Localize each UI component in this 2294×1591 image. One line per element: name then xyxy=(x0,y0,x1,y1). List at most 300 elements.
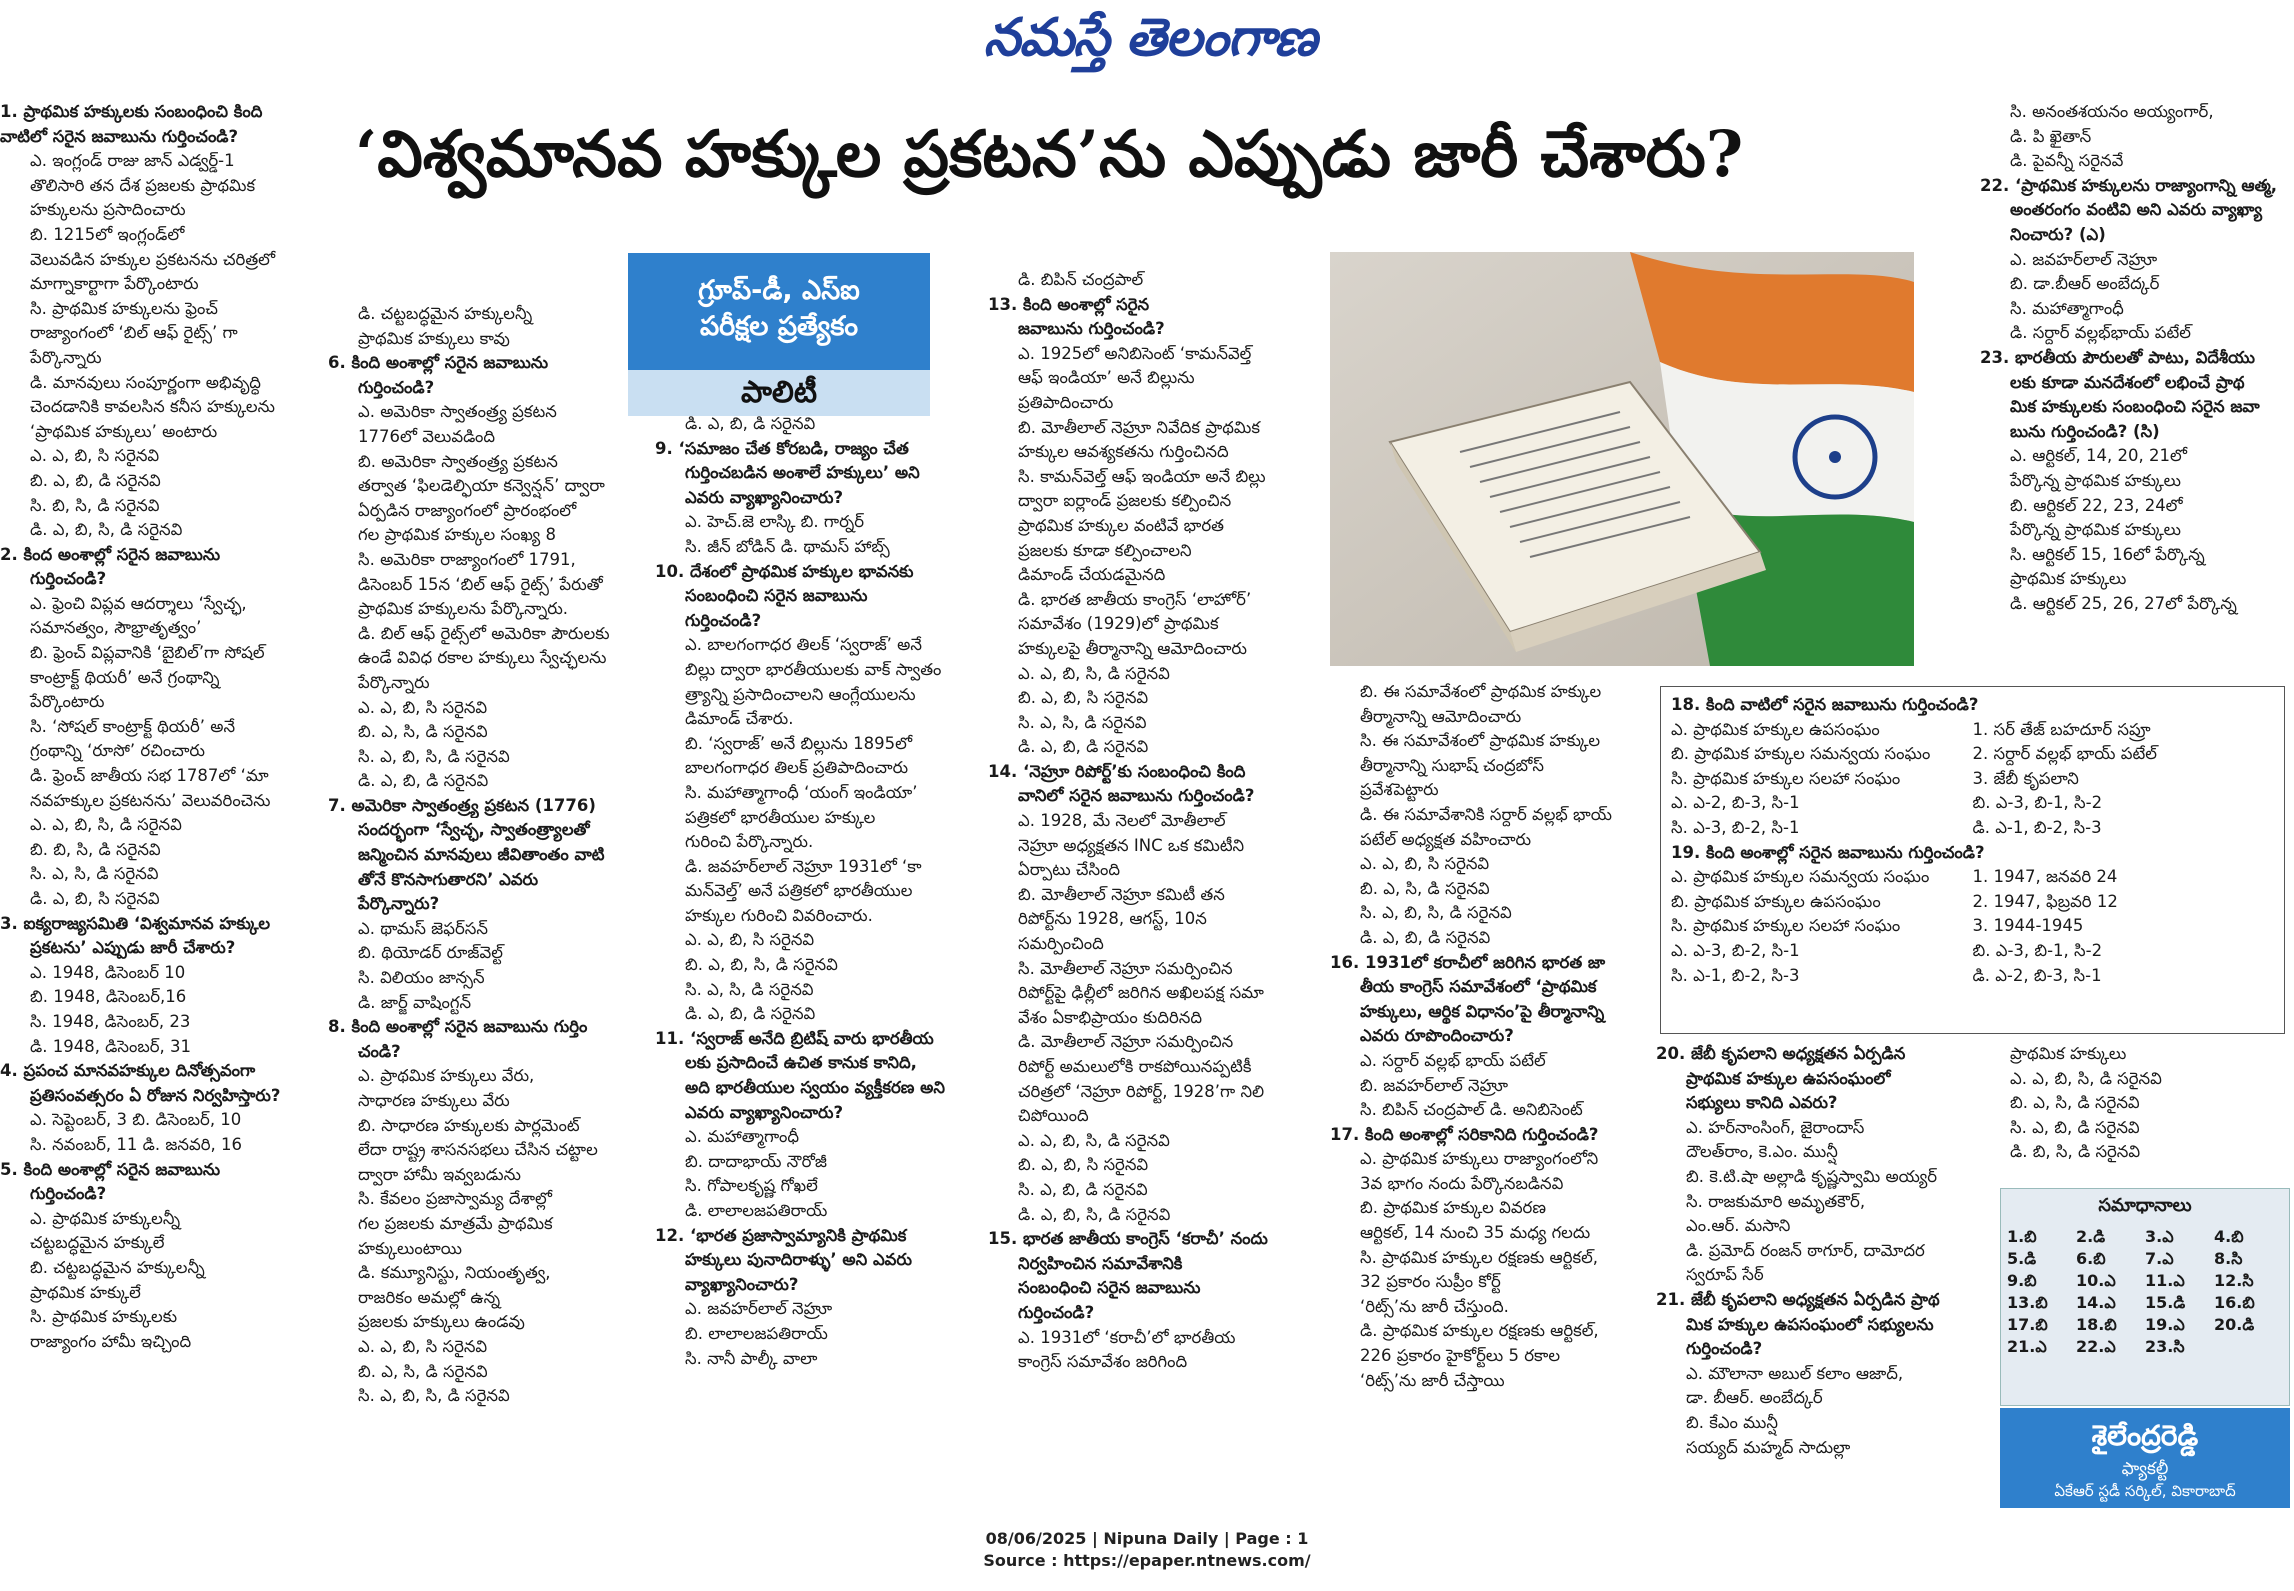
text-line: సి. రాజకుమారి అమృతకౌర్‌, xyxy=(1686,1191,1866,1211)
text-line: బి. కేఎం మున్షీ xyxy=(1686,1412,1778,1432)
text-line: ఎ. ప్రాథమిక హక్కులన్నీ xyxy=(30,1208,181,1228)
column-8 xyxy=(1980,1042,2294,1182)
text-line: బి. ఎ, సి, డి సరైనవి xyxy=(1360,878,1490,898)
text-line: పేర్కొంటారు xyxy=(30,692,105,712)
text-line: డి. పి ఖైతాన్‌ xyxy=(2010,126,2092,146)
text-line: ఎవరు వ్యాఖ్యానించారు? xyxy=(685,487,844,507)
text-line: స్వరూప్‌ సేఠ్‌ xyxy=(1686,1265,1764,1285)
masthead-logo: నమస్తే తెలంగాణ xyxy=(983,7,1317,68)
text-line: డి. ప్రాథమిక హక్కుల రక్షణకు ఆర్టికల్‌, xyxy=(1360,1321,1599,1341)
text-line: సి. ఎ, సి, డి సరైనవి xyxy=(30,864,159,884)
text-line: ఎ. ప్రాథమిక హక్కులు రాజ్యాంగంలోని xyxy=(1360,1149,1599,1169)
text-line: గురించి పేర్కొన్నారు. xyxy=(685,832,814,852)
text-line: 3. ఐక్యరాజ్యసమితి ‘విశ్వమానవ హక్కుల xyxy=(0,913,271,933)
section-label xyxy=(628,253,930,370)
text-line: సి. గోపాలకృష్ణ గోఖలే xyxy=(685,1176,818,1196)
text-line: జన్మించిన మానవులు జీవితాంతం వాటి xyxy=(358,845,605,865)
text-line: ఎ. జవహర్‌లాల్‌ నెహ్రూ xyxy=(685,1299,833,1319)
text-line: ప్రకటను’ ఎప్పుడు జారీ చేశారు? xyxy=(30,938,236,958)
text-line: డి. చట్టబద్ధమైన హక్కులన్నీ xyxy=(358,304,533,323)
text-line: నించారు? (ఎ) xyxy=(2010,224,2106,244)
answer-item: 15.డి xyxy=(2145,1293,2186,1312)
subject-label: పాలిటీ xyxy=(628,370,930,416)
text-line: హక్కుల గురించి వివరించారు. xyxy=(685,905,873,925)
text-line: డి. ఎ, బి, సి, డి సరైనవి xyxy=(30,520,183,540)
text-line: సి. ఎ-3, బి-2, సి-1 xyxy=(1671,817,1800,837)
text-line: ప్రాథమిక హక్కులే xyxy=(30,1282,141,1302)
text-line: కాంట్రాక్ట్‌ థియరీ’ అనే గ్రంథాన్ని xyxy=(30,667,220,687)
text-line: ‘రిట్స్‌’ను జారీ చేస్తాయి xyxy=(1360,1370,1505,1390)
text-line: డి. ఎ-2, బి-3, సి-1 xyxy=(1972,965,2102,985)
text-line: సి. 1948, డిసెంబర్‌, 23 xyxy=(30,1011,191,1031)
text-line: డి. సర్దార్‌ వల్లభ్‌భాయ్‌ పటేల్‌ xyxy=(2010,323,2191,343)
question-18: 18. కింది వాటిలో సరైన జవాబును గుర్తించండి? xyxy=(1671,695,1979,714)
text-line: బి. ఎ, సి, డి సరైనవి xyxy=(358,722,488,742)
text-line: రిపోర్ట్‌పై ఢిల్లీలో జరిగిన అఖిలపక్ష సమా xyxy=(1018,983,1264,1003)
text-line: ప్రాథమిక హక్కులు xyxy=(2010,1044,2127,1063)
text-line: ఎ. బాలగంగాధర తిలక్‌ ‘స్వరాజ్‌’ అనే xyxy=(685,635,922,655)
text-line: బిల్లు ద్వారా భారతీయులకు వాక్‌ స్వాతం xyxy=(685,659,942,679)
text-line: సి. ఎ, బి, సి, డి సరైనవి xyxy=(358,1386,510,1406)
text-line: 5. కింది అంశాల్లో సరైన జవాబును xyxy=(0,1159,221,1179)
text-line: లేదా రాష్ట్ర శాసనసభలు చేసిన చట్టాల xyxy=(358,1140,598,1160)
text-line: గుర్తించబడిన అంశాలే హక్కులు’ అని xyxy=(685,463,920,483)
text-line: 23. భారతీయ పౌరులతో పాటు, విదేశీయు xyxy=(1980,347,2256,367)
text-line: ఎవరు రూపొందించారు? xyxy=(1360,1026,1514,1046)
text-line: సి. ఆర్టికల్‌ 15, 16లో పేర్కొన్న xyxy=(2010,544,2205,564)
text-line: డి. ఎ, బి, సి, డి సరైనవి xyxy=(1018,1204,1171,1224)
text-line: ఎ. 1928, మే నెలలో మోతీలాల్‌ xyxy=(1018,811,1226,831)
text-line: డా. బీఆర్‌. అంబేద్కర్‌ xyxy=(1686,1388,1823,1408)
text-line: బి. ఎ, సి, డి సరైనవి xyxy=(2010,1093,2140,1113)
text-line: బి. దాదాభాయ్‌ నౌరోజీ xyxy=(685,1151,827,1171)
text-line: బి. ఎ-3, బి-1, సి-2 xyxy=(1972,940,2103,960)
text-line: 15. భారత జాతీయ కాంగ్రెస్‌ ‘కరాచీ’ నందు xyxy=(988,1229,1268,1249)
text-line: ఎ. హెచ్‌.జె లాస్కి బి. గార్నర్‌ xyxy=(685,512,865,532)
text-line: డి. ప్రమోద్‌ రంజన్‌ ఠాగూర్‌, దామోదర xyxy=(1686,1240,1925,1260)
text-line: వేశం ఏకాభిప్రాయం కుదిరినది xyxy=(1018,1007,1203,1027)
text-line: డి. భారత జాతీయ కాంగ్రెస్‌ ‘లాహోర్‌’ xyxy=(1018,589,1252,609)
text-line: ప్రజలకు హక్కులు ఉండవు xyxy=(358,1312,525,1332)
section-box xyxy=(628,253,930,416)
answer-item: 9.బి xyxy=(2007,1271,2037,1290)
text-line: డిమాండ్‌ చేయడమైనది xyxy=(1018,565,1166,585)
q19-right xyxy=(1973,865,2275,988)
text-line: వాటిలో సరైన జవాబును గుర్తించండి? xyxy=(0,126,239,146)
constitution-book-photo xyxy=(1330,252,1914,666)
text-line: డిసెంబర్‌ 15న ‘బిల్‌ ఆఫ్‌ రైట్స్‌’ పేరుతో xyxy=(358,574,603,594)
text-line: డి. 1948, డిసెంబర్‌, 31 xyxy=(30,1036,191,1056)
text-line: ప్రవేశపెట్టారు xyxy=(1360,780,1439,800)
answer-item: 6.బి xyxy=(2076,1249,2106,1268)
column-4 xyxy=(988,268,1288,1520)
text-line: బి. మోతీలాల్‌ నెహ్రూ కమిటీ తన xyxy=(1018,884,1225,904)
text-line: రిపోర్ట్‌ అమలులోకి రాకపోయినప్పటికీ xyxy=(1018,1057,1252,1076)
footer xyxy=(900,1528,1394,1572)
text-line: డి. మోతీలాల్‌ నెహ్రూ సమర్పించిన xyxy=(1018,1032,1234,1052)
answers-title: సమాధానాలు xyxy=(2098,1195,2192,1216)
text-line: డి. ఎ, బి, డి సరైనవి xyxy=(358,771,489,791)
text-line: ప్రాథమిక హక్కులు xyxy=(2010,569,2127,589)
text-line: హక్కులుంటాయి xyxy=(358,1238,462,1258)
text-line: గల ప్రాథమిక హక్కుల సంఖ్య 8 xyxy=(358,525,556,545)
text-line: సి. ఎ, బి, డి సరైనవి xyxy=(2010,1117,2140,1137)
text-line: ఎం.ఆర్‌. మసాని xyxy=(1686,1216,1791,1236)
text-line: 12. ‘భారత ప్రజాస్వామ్యానికి ప్రాథమిక xyxy=(655,1225,907,1245)
text-line: డి. పైవన్నీ సరైనవే xyxy=(2010,151,2124,171)
text-line: ఎ. ప్రాథమిక హక్కుల ఉపసంఘం xyxy=(1671,719,1880,739)
text-line: సంబంధించి సరైన జవాబును xyxy=(1018,1278,1201,1298)
text-line: సి. ప్రాథమిక హక్కులకు xyxy=(30,1307,178,1327)
q18-left xyxy=(1671,718,1973,841)
text-line: ఎ. ఎ, బి, సి, డి సరైనవి xyxy=(30,815,182,835)
text-line: 14. ‘నెహ్రూ రిపోర్ట్‌’కు సంబంధించి కింది xyxy=(988,761,1246,781)
text-line: సమర్పించింది xyxy=(1018,934,1104,954)
text-line: సి. నవంబర్‌, 11 డి. జనవరి, 16 xyxy=(30,1134,242,1154)
text-line: లకు కూడా మనదేశంలో లభించే ప్రాథ xyxy=(2010,372,2245,392)
text-line: ద్వారా హామీ ఇవ్వబడును xyxy=(358,1164,521,1184)
text-line: ఉండే వివిధ రకాల హక్కులు స్వేచ్ఛలను xyxy=(358,648,607,668)
author-name: శైలేంద్రరెడ్డి xyxy=(2091,1419,2199,1452)
text-line: డిమాండ్‌ చేశారు. xyxy=(685,709,794,729)
text-line: బి. మోతీలాల్‌ నెహ్రూ నివేదిక ప్రాథమిక xyxy=(1018,417,1260,437)
text-line: వెలువడిన హక్కుల ప్రకటనను చరిత్రలో xyxy=(30,249,276,269)
text-line: ఎ. ఎ, బి, సి సరైనవి xyxy=(358,1336,488,1356)
text-line: డి. ఎ, బి, డి సరైనవి xyxy=(1018,737,1149,757)
text-line: 9. ‘సమాజం చేత కోరబడి, రాజ్యం చేత xyxy=(655,438,909,458)
text-line: ఎ. మౌలానా అబుల్‌ కలాం ఆజాద్‌, xyxy=(1686,1363,1904,1383)
text-line: సందర్భంగా ‘స్వేచ్ఛ, స్వాతంత్ర్యాలతో xyxy=(358,820,590,840)
text-line: సి. ఎ, బి, సి, డి సరైనవి xyxy=(358,746,510,766)
text-line: ఎ. జవహర్‌లాల్‌ నెహ్రూ xyxy=(2010,249,2158,269)
text-line: తొలిసారి తన దేశ ప్రజలకు ప్రాథమిక xyxy=(30,175,256,195)
text-line: 1. ప్రాథమిక హక్కులకు సంబంధించి కింది xyxy=(0,102,263,121)
text-line: నవహక్కుల ప్రకటనను’ వెలువరించెను xyxy=(30,790,271,810)
text-line: డి. లాలాలజపతిరాయ్‌ xyxy=(685,1201,828,1220)
text-line: ఎ. 1925లో అనిబిసెంట్‌ ‘కామన్‌వెల్త్‌ xyxy=(1018,343,1252,363)
text-line: ఎ. ఎ, బి, సి, డి సరైనవి xyxy=(1018,663,1170,683)
text-line: బి. ఎ, బి, డి సరైనవి xyxy=(30,470,161,490)
text-line: అది భారతీయుల స్వయం వ్యక్తీకరణ అని xyxy=(685,1078,945,1098)
text-line: ఎ. అమెరికా స్వాతంత్ర్య ప్రకటన xyxy=(358,402,557,422)
q18-right xyxy=(1973,718,2275,841)
text-line: పేర్కొన్న ప్రాథమిక హక్కులు xyxy=(2010,470,2182,490)
text-line: ఎవరు వ్యాఖ్యానించారు? xyxy=(685,1102,844,1122)
text-line: వ్యాఖ్యానించారు? xyxy=(685,1274,799,1294)
text-line: ఎ. ఫ్రెంచి విప్లవ ఆదర్శాలు ‘స్వేచ్ఛ, xyxy=(30,593,247,613)
text-line: ఎ. ప్రాథమిక హక్కుల సమన్వయ సంఘం xyxy=(1671,867,1930,887)
text-line: రాజ్యాంగం హామీ ఇచ్చింది xyxy=(30,1331,192,1351)
text-line: డి. బి, సి, డి సరైనవి xyxy=(2010,1142,2141,1162)
answer-item: 3.ఎ xyxy=(2145,1227,2174,1246)
text-line: 8. కింది అంశాల్లో సరైన జవాబును గుర్తిం xyxy=(328,1017,588,1037)
text-line: సి. బి, సి, డి సరైనవి xyxy=(30,495,160,515)
text-line: డి. ఎ, బి, డి సరైనవి xyxy=(685,414,816,433)
photo-illustration xyxy=(1330,252,1914,666)
answer-item: 19.ఎ xyxy=(2145,1315,2185,1334)
text-line: నెహ్రూ అధ్యక్షతన INC ఒక కమిటీని xyxy=(1018,835,1245,855)
text-line: పేర్కొన్న ప్రాథమిక హక్కులు xyxy=(2010,520,2182,540)
text-line: డి. మానవులు సంపూర్ణంగా అభివృద్ధి xyxy=(30,372,261,392)
text-line: 21. జేబీ కృపలాని అధ్యక్షతన ఏర్పడిన ప్రాథ xyxy=(1656,1289,1940,1309)
text-line: మిక హక్కులకు సంబంధించి సరైన జవా xyxy=(2010,397,2260,417)
answer-item: 17.బి xyxy=(2007,1315,2048,1334)
text-line: సి. ప్రాథమిక హక్కుల సలహా సంఘం xyxy=(1671,916,1901,936)
text-line: 2. 1947, ఫిబ్రవరి 12 xyxy=(1972,891,2118,911)
text-line: 13. కింది అంశాల్లో సరైన xyxy=(988,294,1150,314)
text-line: హక్కులపై తీర్మానాన్ని ఆమోదించారు xyxy=(1018,638,1247,658)
text-line: పేర్కొన్నారు xyxy=(358,672,430,692)
text-line: కాంగ్రెస్‌ సమావేశం జరిగింది xyxy=(1018,1352,1188,1372)
text-line: బి. ‘స్వరాజ్‌’ అనే బిల్లును 1895లో xyxy=(685,733,913,753)
text-line: ప్రాథమిక హక్కులు కావు xyxy=(358,328,510,348)
text-line: బి. ఎ-3, బి-1, సి-2 xyxy=(1972,793,2103,813)
text-line: సి. కేవలం ప్రజాస్వామ్య దేశాల్లో xyxy=(358,1189,553,1209)
text-line: చట్టబద్ధమైన హక్కులే xyxy=(30,1233,165,1253)
text-line: 11. ‘స్వరాజ్‌ అనేది బ్రిటిష్‌ వారు భారతీయ xyxy=(655,1028,934,1048)
text-line: చండి? xyxy=(358,1041,401,1061)
text-line: సి. ఎ, బి, సి, డి సరైనవి xyxy=(1360,903,1512,923)
text-line: బి. సాధారణ హక్కులకు పార్లమెంట్‌ xyxy=(358,1115,580,1135)
text-line: బి. ఆర్టికల్‌ 22, 23, 24లో xyxy=(2010,495,2183,515)
text-line: ఆర్టికల్‌, 14 నుంచి 35 మధ్య గలదు xyxy=(1360,1223,1591,1243)
text-line: బును గుర్తించండి? (సి) xyxy=(2010,421,2160,441)
text-line: బి. ప్రాథమిక హక్కుల వివరణ xyxy=(1360,1198,1546,1218)
column-7 xyxy=(1980,100,2294,660)
text-line: సి. అనంతశయనం అయ్యంగార్‌, xyxy=(2010,102,2214,121)
text-line: రాజరికం అమల్లో ఉన్న xyxy=(358,1287,501,1307)
text-line: డి. బిపిన్‌ చంద్రపాల్‌ xyxy=(1018,270,1144,289)
text-line: డి. ఎ, బి, సి సరైనవి xyxy=(30,889,160,908)
text-line: ఎ. హర్‌నాంసింగ్‌, జైరాందాస్‌ xyxy=(1686,1117,1865,1137)
text-line: సి. ఎ, బి, డి సరైనవి xyxy=(1018,1179,1148,1199)
text-line: గుర్తించండి? xyxy=(1018,1302,1095,1322)
text-line: రిపోర్ట్‌ను 1928, ఆగస్ట్‌, 10న xyxy=(1018,909,1207,929)
column-5 xyxy=(1330,680,1630,1520)
text-line: ఎ. ఎ, బి, సి సరైనవి xyxy=(685,930,815,950)
text-line: డి. ఆర్టికల్‌ 25, 26, 27లో పేర్కొన్న xyxy=(2010,593,2237,613)
text-line: రాజ్యాంగంలో ‘బిల్‌ ఆఫ్‌ రైట్స్‌’ గా xyxy=(30,323,238,343)
text-line: 20. జేబీ కృపలాని అధ్యక్షతన ఏర్పడిన xyxy=(1656,1044,1906,1063)
text-line: గుర్తించండి? xyxy=(30,569,107,589)
answer-item: 14.ఎ xyxy=(2076,1293,2116,1312)
answer-item: 8.సి xyxy=(2214,1249,2243,1268)
text-line: బి. 1948, డిసెంబర్‌,16 xyxy=(30,987,187,1007)
text-line: డి. కమ్యూనిస్టు, నియంతృత్వ, xyxy=(358,1263,551,1283)
text-line: 3. 1944-1945 xyxy=(1972,916,2084,936)
text-line: 226 ప్రకారం హైకోర్ట్‌లు 5 రకాల xyxy=(1360,1346,1561,1366)
text-line: డి. ఎ, బి, డి సరైనవి xyxy=(685,1004,816,1024)
text-line: అంతరంగం వంటివి అని ఎవరు వ్యాఖ్యా xyxy=(2010,200,2262,220)
text-line: గుర్తించండి? xyxy=(1686,1339,1763,1359)
text-line: సి. బిపిన్‌ చంద్రపాల్‌ డి. అనిబిసెంట్‌ xyxy=(1360,1100,1583,1120)
text-line: 1776లో వెలువడింది xyxy=(358,426,496,446)
text-line: గుర్తించండి? xyxy=(358,377,435,397)
column-6 xyxy=(1656,1042,1956,1520)
text-line: ఎ. ఎ-2, బి-3, సి-1 xyxy=(1671,793,1800,813)
text-line: పటేల్‌ అధ్యక్షత వహించారు xyxy=(1360,829,1532,849)
text-line: డి. ఫ్రెంచ్‌ జాతీయ సభ 1787లో ‘మా xyxy=(30,766,269,786)
text-line: 2. సర్దార్‌ వల్లభ్‌ భాయ్‌ పటేల్‌ xyxy=(1972,744,2157,764)
q19-left xyxy=(1671,865,1973,988)
text-line: తీయ కాంగ్రెస్‌ సమావేశంలో ‘ప్రాథమిక xyxy=(1360,977,1597,997)
text-line: తర్వాత ‘ఫిలడెల్ఫియా కన్వెన్షన్‌’ ద్వారా xyxy=(358,476,605,496)
text-line: బి. ప్రాథమిక హక్కుల ఉపసంఘం xyxy=(1671,891,1881,911)
answer-item: 2.డి xyxy=(2076,1227,2106,1246)
text-line: సి. మోతీలాల్‌ నెహ్రూ సమర్పించిన xyxy=(1018,958,1233,978)
author-place: ఏకేఆర్‌ స్టడీ సర్కిల్‌, వికారాబాద్‌ xyxy=(2054,1482,2236,1500)
text-line: ఎ. ఎ, బి, సి, డి సరైనవి xyxy=(1018,1130,1170,1150)
text-line: సమానత్వం, సౌభ్రాతృత్వం’ xyxy=(30,618,202,638)
text-line: బి. ఎ, బి, సి, డి సరైనవి xyxy=(685,955,838,975)
answer-item: 23.సి xyxy=(2145,1337,2185,1356)
text-line: బి. చట్టబద్ధమైన హక్కులన్నీ xyxy=(30,1257,205,1277)
text-line: ఎ. 1931లో ‘కరాచీ’లో భారతీయ xyxy=(1018,1327,1236,1347)
text-line: డి. జవహర్‌లాల్‌ నెహ్రూ 1931లో ‘కా xyxy=(685,856,922,876)
text-line: హక్కులు పునాదిరాళ్ళు’ అని ఎవరు xyxy=(685,1250,912,1270)
text-line: ఎ. ఎ-3, బి-2, సి-1 xyxy=(1671,940,1800,960)
text-line: ఏర్పాటు చేసింది xyxy=(1018,860,1121,880)
match-box xyxy=(1660,686,2285,1034)
text-line: లకు ప్రసాదించే ఉచిత కానుక కానిది, xyxy=(685,1053,917,1073)
text-line: తీర్మానాన్ని ఆమోదించారు xyxy=(1360,706,1522,726)
text-line: 22. ‘ప్రాథమిక హక్కులను రాజ్యాంగాన్ని ఆత్మ, xyxy=(1980,175,2278,195)
text-line: సి. ప్రాథమిక హక్కులను ఫ్రెంచ్‌ xyxy=(30,298,218,318)
text-line: హక్కులు, ఆర్థిక విధానం’పై తీర్మానాన్ని xyxy=(1360,1001,1605,1021)
answer-item: 20.డి xyxy=(2214,1315,2255,1334)
text-line: ప్రాథమిక హక్కుల వంటివే భారత xyxy=(1018,515,1224,535)
text-line: 32 ప్రకారం సుప్రీం కోర్ట్‌ xyxy=(1360,1272,1501,1292)
text-line: ఎ. ఎ, బి, సి సరైనవి xyxy=(358,697,488,717)
text-line: 16. 1931లో కరాచీలో జరిగిన భారత జా xyxy=(1330,952,1606,972)
answer-item: 18.బి xyxy=(2076,1315,2117,1334)
text-line: ఎ. థామస్‌ జెఫర్‌సన్‌ xyxy=(358,918,488,938)
text-line: వానిలో సరైన జవాబును గుర్తించండి? xyxy=(1018,786,1255,806)
text-line: డి. బిల్‌ ఆఫ్‌ రైట్స్‌లో అమెరికా పౌరులకు xyxy=(358,623,610,643)
text-line: 1. 1947, జనవరి 24 xyxy=(1972,867,2118,887)
text-line: సి. కామన్‌వెల్త్‌ ఆఫ్‌ ఇండియా అనే బిల్లు xyxy=(1018,466,1266,486)
text-line: సి. మహాత్మాగాంధీ ‘యంగ్‌ ఇండియా’ xyxy=(685,782,918,802)
text-line: సంబంధించి సరైన జవాబును xyxy=(685,586,868,606)
text-line: బి. ప్రాథమిక హక్కుల సమన్వయ సంఘం xyxy=(1671,744,1931,764)
text-line: సి. ఈ సమావేశంలో ప్రాథమిక హక్కుల xyxy=(1360,731,1601,751)
answer-item: 21.ఎ xyxy=(2007,1337,2047,1356)
text-line: సి. ప్రాథమిక హక్కుల రక్షణకు ఆర్టికల్‌, xyxy=(1360,1247,1599,1267)
answer-item: 5.డి xyxy=(2007,1249,2037,1268)
text-line: సి. ఎ, సి, డి సరైనవి xyxy=(685,979,814,999)
text-line: గ్రంథాన్ని ‘రూసో’ రచించారు xyxy=(30,741,205,761)
text-line: దౌలత్‌రాం, కె.ఎం. మున్షీ xyxy=(1686,1142,1838,1162)
text-line: చిపోయింది xyxy=(1018,1106,1089,1126)
answer-item: 11.ఎ xyxy=(2145,1271,2185,1290)
text-line: గుర్తించండి? xyxy=(30,1184,107,1204)
text-line: హక్కులను ప్రసాదించారు xyxy=(30,200,186,220)
text-line: ఆఫ్‌ ఇండియా’ అనే బిల్లును xyxy=(1018,368,1195,388)
question-19: 19. కింది అంశాల్లో సరైన జవాబును గుర్తించండి? xyxy=(1671,842,1985,862)
author-role: ఫ్యాకల్టీ xyxy=(2121,1459,2169,1479)
text-line: 6. కింది అంశాల్లో సరైన జవాబును xyxy=(328,353,549,373)
text-line: బాలగంగాధర తిలక్‌ ప్రతిపాదించారు xyxy=(685,758,909,778)
text-line: 4. ప్రపంచ మానవహక్కుల దినోత్సవంగా xyxy=(0,1061,256,1081)
text-line: తోనే కొనసాగుతారని’ ఎవరు xyxy=(358,869,539,889)
text-line: డి. ఎ-1, బి-2, సి-3 xyxy=(1972,817,2102,837)
text-line: ‘రిట్స్‌’ను జారీ చేస్తుంది. xyxy=(1360,1296,1509,1316)
column-2 xyxy=(328,302,630,1520)
text-line: మిక హక్కుల ఉపసంఘంలో సభ్యులను xyxy=(1686,1314,1934,1334)
text-line: సి. అమెరికా రాజ్యాంగంలో 1791, xyxy=(358,549,576,569)
text-line: డి. జార్జ్‌ వాషింగ్టన్‌ xyxy=(358,992,472,1012)
answer-item: 1.బి xyxy=(2007,1227,2037,1246)
text-line: ఎ. సెప్టెంబర్‌, 3 బి. డిసెంబర్‌, 10 xyxy=(30,1110,242,1130)
text-line: బి. అమెరికా స్వాతంత్ర్య ప్రకటన xyxy=(358,451,558,471)
answer-item: 22.ఎ xyxy=(2076,1337,2116,1356)
text-line: పేర్కొన్నారు xyxy=(30,347,102,367)
footer-source: Source : https://epaper.ntnews.com/ xyxy=(983,1551,1311,1570)
text-line: బి. కె.టి.షా అల్లాడి కృష్ణస్వామి అయ్యర్‌ xyxy=(1686,1166,1938,1186)
text-line: ప్రతిపాదించారు xyxy=(1018,392,1114,412)
text-line: సి. మహాత్మాగాంధీ xyxy=(2010,298,2124,318)
text-line: ఏర్పడిన రాజ్యాంగంలో ప్రారంభంలో xyxy=(358,500,577,520)
text-line: బి. ఫ్రెంచ్‌ విప్లవానికి ‘బైబిల్‌’గా సోషల్‌ xyxy=(30,643,265,663)
text-line: డి. ఈ సమావేశానికి సర్దార్‌ వల్లభ్‌ భాయ్‌ xyxy=(1360,804,1612,824)
text-line: సి. జీన్‌ బోడిన్‌ డి. థామస్‌ హాబ్స్‌ xyxy=(685,536,890,556)
answer-item: 10.ఎ xyxy=(2076,1271,2116,1290)
author-box xyxy=(2000,1408,2290,1508)
answers-box xyxy=(2000,1188,2290,1406)
text-line: బి. 1215లో ఇంగ్లండ్‌లో xyxy=(30,224,185,244)
text-line: బి. ఎ, బి, సి సరైనవి xyxy=(1018,688,1149,708)
answer-item: 4.బి xyxy=(2214,1227,2244,1246)
text-line: బి. లాలాలజపతిరాయ్‌ xyxy=(685,1323,828,1343)
text-line: సభ్యులు కానిది ఎవరు? xyxy=(1686,1093,1838,1113)
text-line: ‘ప్రాథమిక హక్కులు’ అంటారు xyxy=(30,421,218,441)
text-line: చెందడానికి కావలసిన కనీస హక్కులను xyxy=(30,397,275,417)
text-line: 3. జేబీ కృపలాని xyxy=(1972,768,2079,788)
column-1 xyxy=(0,100,330,1520)
text-line: 3వ భాగం నందు పేర్కొనబడినవి xyxy=(1360,1173,1564,1193)
text-line: పత్రికలో భారతీయుల హక్కుల xyxy=(685,807,876,827)
text-line: సి. నానీ పాల్కీ వాలా xyxy=(685,1348,818,1368)
text-line: ఎ. ఇంగ్లండ్‌ రాజు జాన్‌ ఎడ్వర్డ్‌-1 xyxy=(30,151,235,171)
text-line: జవాబును గుర్తించండి? xyxy=(1018,319,1165,339)
text-line: తీర్మానాన్ని సుభాష్‌ చంద్రబోస్‌ xyxy=(1360,755,1545,775)
text-line: ప్రాథమిక హక్కులను పేర్కొన్నారు. xyxy=(358,599,569,619)
text-line: సి. ఎ-1, బి-2, సి-3 xyxy=(1671,965,1800,985)
headline: ‘విశ్వమానవ హక్కుల ప్రకటన’ను ఎప్పుడు జారీ చేశారు? xyxy=(355,117,1744,192)
text-line: సి. ప్రాథమిక హక్కుల సలహా సంఘం xyxy=(1671,768,1901,788)
text-line: ఎ. సర్దార్‌ వల్లభ్‌ భాయ్‌ పటేల్‌ xyxy=(1360,1050,1546,1070)
text-line: బి. ఈ సమావేశంలో ప్రాథమిక హక్కుల xyxy=(1360,682,1602,701)
text-line: ప్రజలకు కూడా కల్పించాలని xyxy=(1018,540,1192,560)
text-line: 7. అమెరికా స్వాతంత్ర్య ప్రకటన (1776) xyxy=(328,795,596,815)
answer-item: 12.సి xyxy=(2214,1271,2254,1290)
text-line: బి. థియోడర్‌ రూజ్‌వెల్ట్‌ xyxy=(358,943,503,963)
column-3 xyxy=(655,412,955,1520)
text-line: చరిత్రలో ‘నెహ్రూ రిపోర్ట్‌, 1928’గా నిలి xyxy=(1018,1081,1265,1101)
text-line: ఎ. ప్రాథమిక హక్కులు వేరు, xyxy=(358,1066,535,1086)
text-line: 10. దేశంలో ప్రాథమిక హక్కుల భావనకు xyxy=(655,561,914,581)
section-line-2: పరీక్షల ప్రత్యేకం xyxy=(699,311,859,342)
answers-grid xyxy=(2007,1226,2283,1358)
text-line: బి. ఎ, సి, డి సరైనవి xyxy=(358,1361,488,1381)
text-line: సాధారణ హక్కులు వేరు xyxy=(358,1091,510,1110)
answer-item: 13.బి xyxy=(2007,1293,2048,1312)
answer-item: 7.ఎ xyxy=(2145,1249,2174,1268)
text-line: ప్రాథమిక హక్కుల ఉపసంఘంలో xyxy=(1686,1068,1891,1088)
text-line: నిర్వహించిన సమావేశానికి xyxy=(1018,1253,1183,1273)
text-line: డి. ఎ, బి, డి సరైనవి xyxy=(1360,927,1491,947)
text-line: గుర్తించండి? xyxy=(685,610,762,630)
